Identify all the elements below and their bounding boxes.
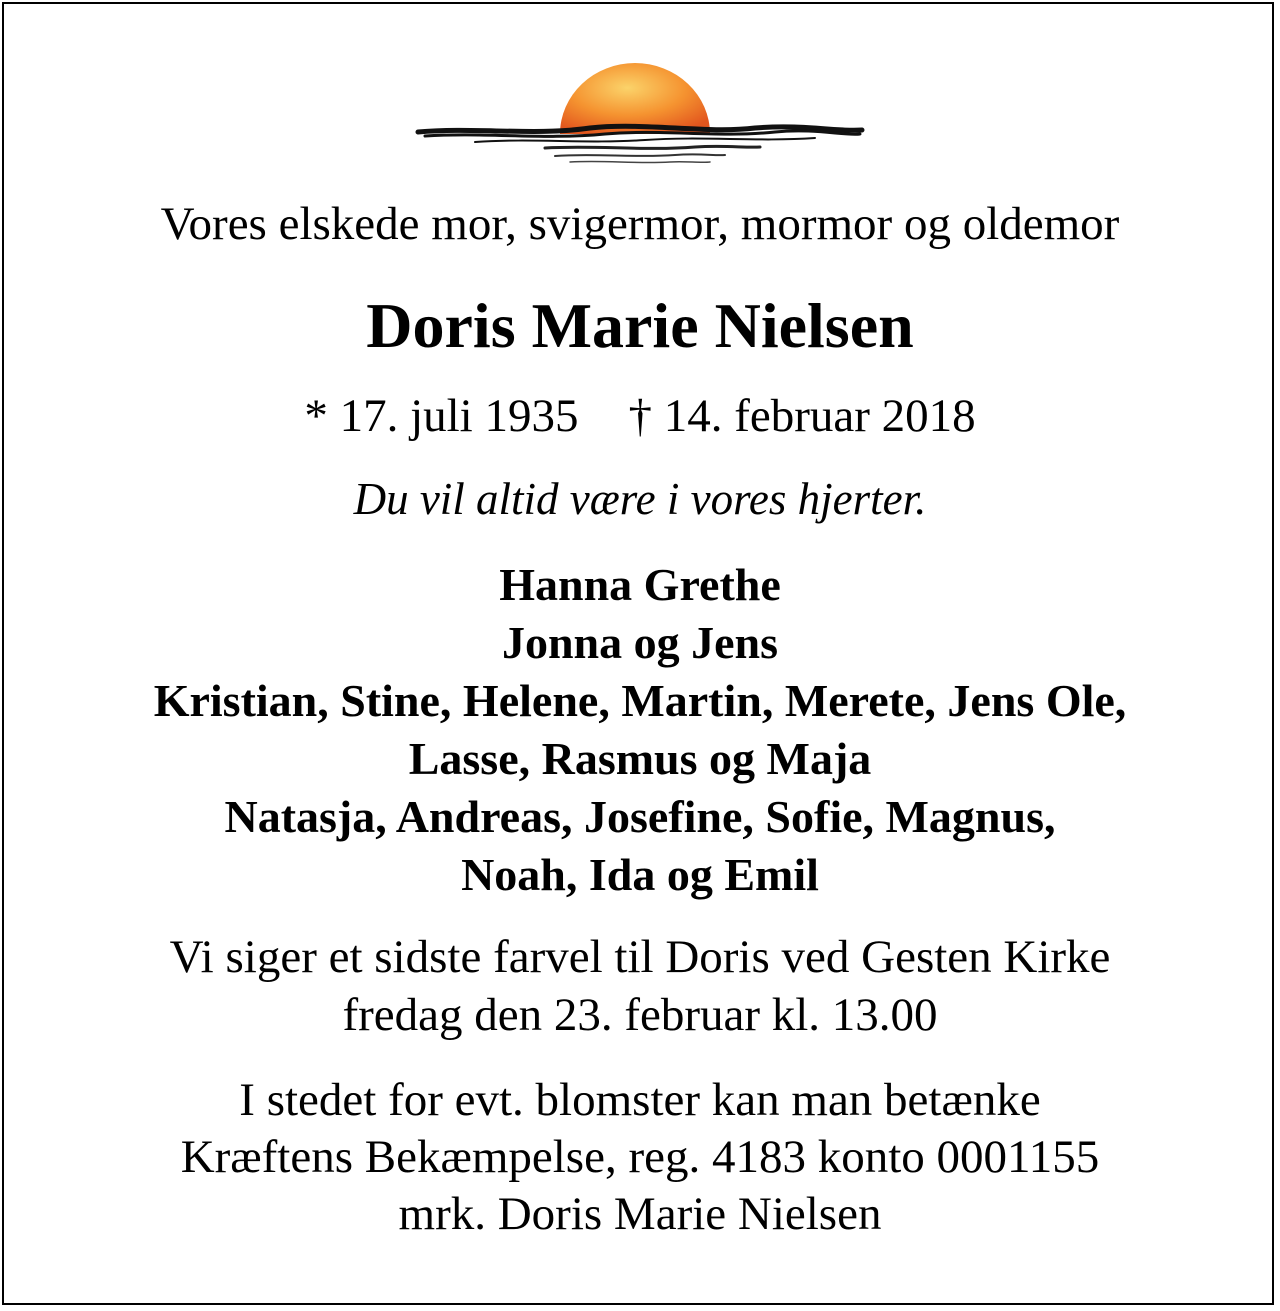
family-line: Jonna og Jens (501, 617, 779, 668)
funeral-notice (0, 928, 1280, 1044)
family-line: Noah, Ida og Emil (461, 849, 819, 900)
family-line: Lasse, Rasmus og Maja (408, 733, 872, 784)
funeral-line: fredag den 23. februar kl. 13.00 (342, 989, 938, 1041)
donation-notice (0, 1072, 1280, 1243)
family-line: Kristian, Stine, Helene, Martin, Merete, Jens Ole, (153, 675, 1127, 726)
donation-line: I stedet for evt. blomster kan man betænke (239, 1074, 1041, 1126)
death-date: † 14. februar 2018 (628, 390, 976, 442)
memorial-quote: Du vil altid være i vores hjerter. (353, 474, 927, 524)
donation-line: Kræftens Bekæmpelse, reg. 4183 konto 0001155 (180, 1131, 1100, 1183)
family-line: Natasja, Andreas, Josefine, Sofie, Magnus, (224, 791, 1056, 842)
intro-text: Vores elskede mor, svigermor, mormor og oldemor (160, 198, 1120, 250)
life-dates (0, 388, 1280, 444)
funeral-line: Vi siger et sidste farvel til Doris ved Gesten Kirke (169, 931, 1111, 983)
donation-line: mrk. Doris Marie Nielsen (398, 1188, 882, 1240)
family-names (0, 556, 1280, 904)
deceased-name: Doris Marie Nielsen (366, 290, 914, 361)
sunset-over-water-icon (415, 58, 865, 173)
family-line: Hanna Grethe (499, 559, 781, 610)
birth-date: * 17. juli 1935 (304, 390, 579, 442)
